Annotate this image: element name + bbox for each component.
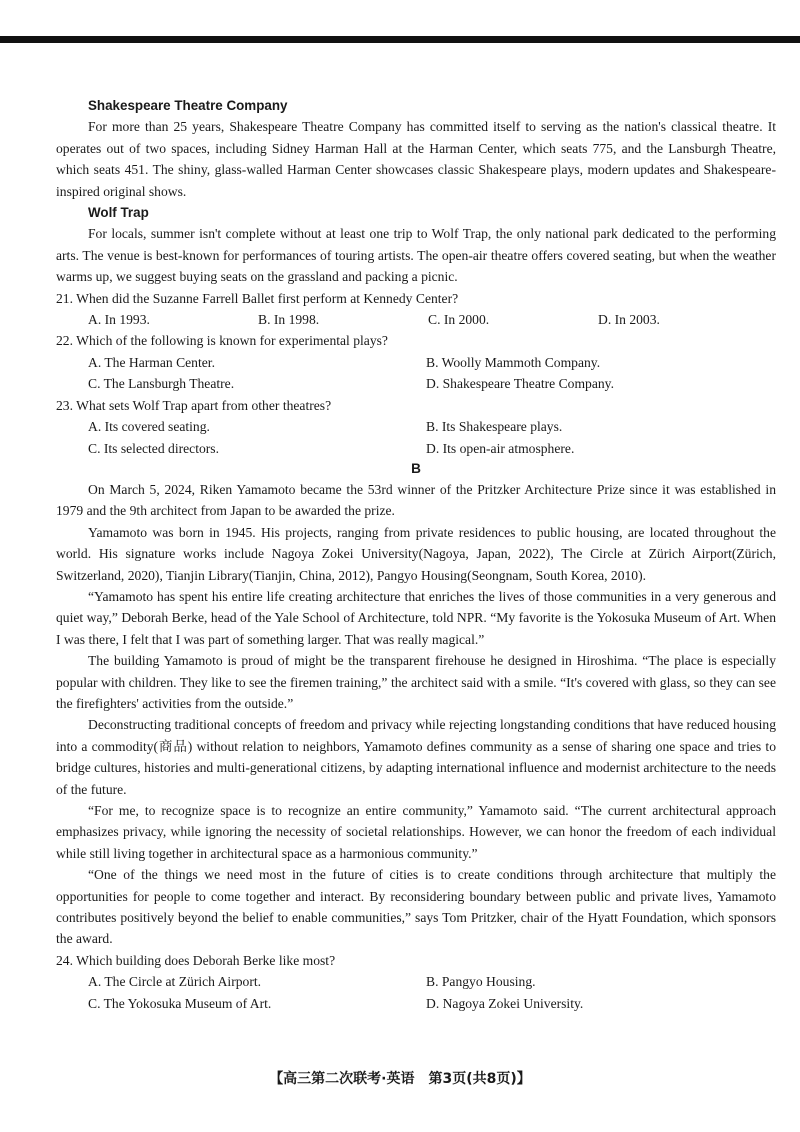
q22-option-c[interactable]: C. The Lansburgh Theatre. — [88, 376, 235, 392]
exam-page — [56, 95, 776, 1014]
q23-options-row1 — [56, 416, 776, 437]
q24-option-c[interactable]: C. The Yokosuka Museum of Art. — [88, 995, 272, 1011]
q21-stem: 21. When did the Suzanne Farrell Ballet first perform at Kennedy Center? — [56, 290, 459, 306]
b-paragraph-4: The building Yamamoto is proud of might be the transparent firehouse he designed in Hiroshima. “The place is especially popular with children. They like to see the firemen training,” the architect said with a smile. “It's covered with glass, so they can see the firefighters' activities from the outside.” — [56, 653, 776, 711]
q24-option-b[interactable]: B. Pangyo Housing. — [426, 974, 536, 990]
q24-option-a[interactable]: A. The Circle at Zürich Airport. — [88, 974, 262, 990]
q23-option-d[interactable]: D. Its open-air atmosphere. — [426, 440, 575, 456]
q23-options-row2 — [56, 438, 776, 459]
q24-options-row1 — [56, 971, 776, 992]
q24-stem: 24. Which building does Deborah Berke like most? — [56, 952, 336, 968]
section-label-b: B — [411, 460, 421, 476]
q21-option-d[interactable]: D. In 2003. — [598, 312, 660, 328]
q22-options-row2 — [56, 373, 776, 394]
q21-option-a[interactable]: A. In 1993. — [88, 312, 150, 328]
q21-option-b[interactable]: B. In 1998. — [258, 312, 320, 328]
question-21 — [56, 288, 776, 331]
top-border — [0, 36, 800, 43]
b-paragraph-1: On March 5, 2024, Riken Yamamoto became the 53rd winner of the Pritzker Architecture Prize since it was established in 1979 and the 9th architect from Japan to be awarded the prize. — [56, 481, 776, 519]
b-paragraph-6: “For me, to recognize space is to recognize an entire community,” Yamamoto said. “The current architectural approach emphasizes privacy, while ignoring the necessity of societal relationships. However, we can honor the freedom of each individual while still living together in architectural space as a harmonious community.” — [56, 803, 776, 861]
q22-option-a[interactable]: A. The Harman Center. — [88, 354, 215, 370]
stc-paragraph: For more than 25 years, Shakespeare Theatre Company has committed itself to serving as the nation's classical theatre. It operates out of two spaces, including Sidney Harman Hall at the Harman Center, which seats 775, and the Lansburgh Theatre, which seats 451. The shiny, glass-walled Harman Center showcases classic Shakespeare plays, modern updates and Shakespeare-inspired original shows. — [56, 119, 776, 199]
q24-options-row2 — [56, 993, 776, 1014]
question-24 — [56, 950, 776, 1014]
wt-heading: Wolf Trap — [88, 205, 149, 221]
b-paragraph-3: “Yamamoto has spent his entire life creating architecture that enriches the lives of those communities in a very generous and quiet way,” Deborah Berke, head of the Yale School of Architecture, told NPR. “My favorite is the Yokosuka Museum of Art. When I was there, I felt that I was part of something larger. That was really magical.” — [56, 588, 776, 647]
question-22 — [56, 330, 776, 394]
b-paragraph-2: Yamamoto was born in 1945. His projects, ranging from private residences to public housing, are located throughout the world. His signature works include Nagoya Zokei University(Nagoya, Japan, 2022), The Circle at Zürich Airport(Zürich, Switzerland, 2020), Tianjin Library(Tianjin, China, 2012), Pangyo Housing(Seongnam, South Korea, 2010). — [56, 524, 776, 583]
q21-option-c[interactable]: C. In 2000. — [428, 312, 490, 328]
wt-paragraph: For locals, summer isn't complete without at least one trip to Wolf Trap, the only national park dedicated to the performing arts. The venue is best-known for performances of touring artists. The open-air theatre offers covered seating, but when the weather warms up, we suggest buying seats on the grassland and packing a picnic. — [56, 226, 776, 285]
q22-options-row1 — [56, 352, 776, 373]
q24-option-d[interactable]: D. Nagoya Zokei University. — [426, 995, 584, 1011]
q23-option-a[interactable]: A. Its covered seating. — [88, 419, 210, 435]
q23-stem: 23. What sets Wolf Trap apart from other theatres? — [56, 397, 332, 413]
q22-option-d[interactable]: D. Shakespeare Theatre Company. — [426, 376, 614, 392]
q23-option-c[interactable]: C. Its selected directors. — [88, 440, 219, 456]
q22-option-b[interactable]: B. Woolly Mammoth Company. — [426, 354, 601, 370]
q23-option-b[interactable]: B. Its Shakespeare plays. — [426, 419, 563, 435]
question-23 — [56, 395, 776, 459]
q22-stem: 22. Which of the following is known for experimental plays? — [56, 333, 388, 349]
page-footer: 【高三第二次联考·英语 第3页(共8页)】 — [269, 1071, 531, 1087]
b-paragraph-7: “One of the things we need most in the future of cities is to create conditions through architecture that multiply the opportunities for people to come together and interact. By reconsidering boundary between public and private lives, Yamamoto contributes positively beyond the belief to enable communities,” says Tom Pritzker, chair of the Hyatt Foundation, which sponsors the award. — [56, 867, 776, 947]
stc-heading: Shakespeare Theatre Company — [88, 98, 288, 113]
b-paragraph-5: Deconstructing traditional concepts of freedom and privacy while rejecting longstanding conditions that have reduced housing into a commodity(商品) without relation to neighbors, Yamamoto defines community as a sense of sharing one space and tries to bridge cultures, histories and multi-generational citizens, by adapting international influence and modernist architecture to the needs of the future. — [56, 717, 776, 797]
q21-options — [56, 309, 776, 330]
